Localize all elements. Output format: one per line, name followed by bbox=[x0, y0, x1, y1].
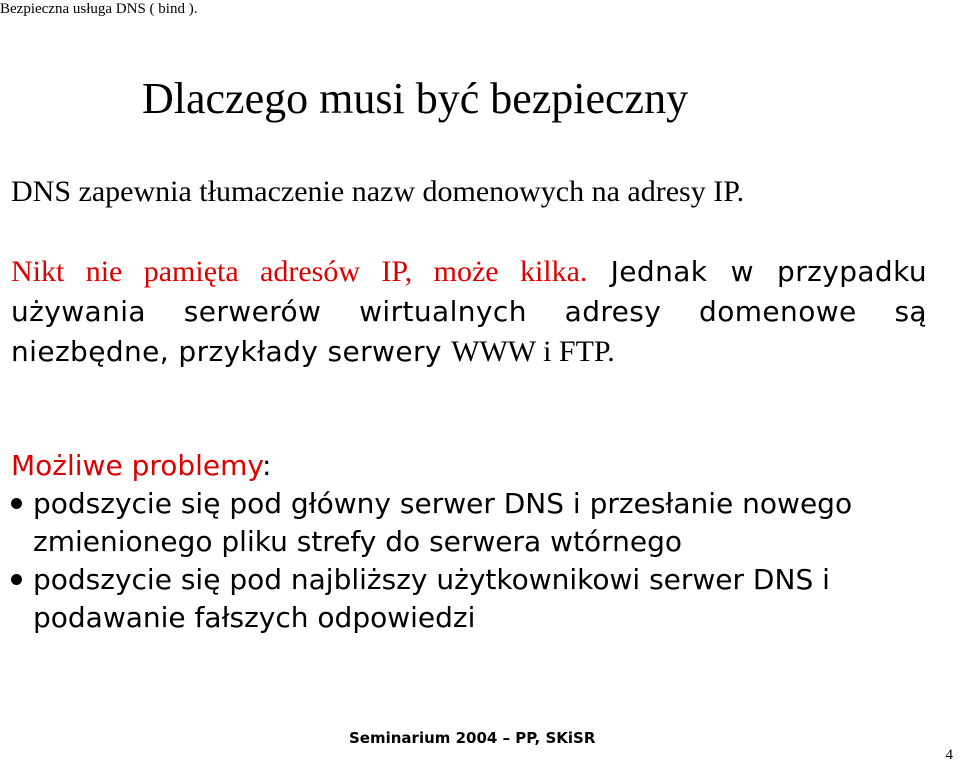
presentation-header: Bezpieczna usługa DNS ( bind ). bbox=[0, 1, 198, 17]
bullet-icon bbox=[11, 498, 22, 509]
problems-heading-label: Możliwe problemy bbox=[11, 449, 262, 482]
explanation-paragraph bbox=[11, 252, 927, 372]
problem-text: podszycie się pod najbliższy użytkownikowi serwer DNS i podawanie fałszych odpowiedzi bbox=[33, 563, 830, 634]
problem-text: podszycie się pod główny serwer DNS i przesłanie nowego zmienionego pliku strefy do serwera wtórnego bbox=[33, 487, 853, 558]
list-item bbox=[11, 485, 941, 561]
problems-list bbox=[11, 485, 941, 637]
slide-title: Dlaczego musi być bezpieczny bbox=[142, 74, 689, 123]
intro-paragraph: DNS zapewnia tłumaczenie nazw domenowych na adresy IP. bbox=[11, 175, 745, 208]
problems-heading-colon: : bbox=[261, 449, 272, 482]
bullet-icon bbox=[11, 574, 22, 585]
explanation-text: Jednak w przypadku używania serwerów wirtualnych adresy domenowe są niezbędne, przykłady serwery bbox=[11, 255, 928, 368]
explanation-tail: WWW i FTP. bbox=[451, 335, 615, 368]
highlighted-statement: Nikt nie pamięta adresów IP, może kilka. bbox=[11, 255, 588, 288]
slide-footer: Seminarium 2004 – PP, SKiSR bbox=[349, 729, 596, 747]
problems-heading bbox=[11, 446, 271, 486]
page-number: 4 bbox=[945, 747, 953, 763]
list-item bbox=[11, 561, 941, 637]
